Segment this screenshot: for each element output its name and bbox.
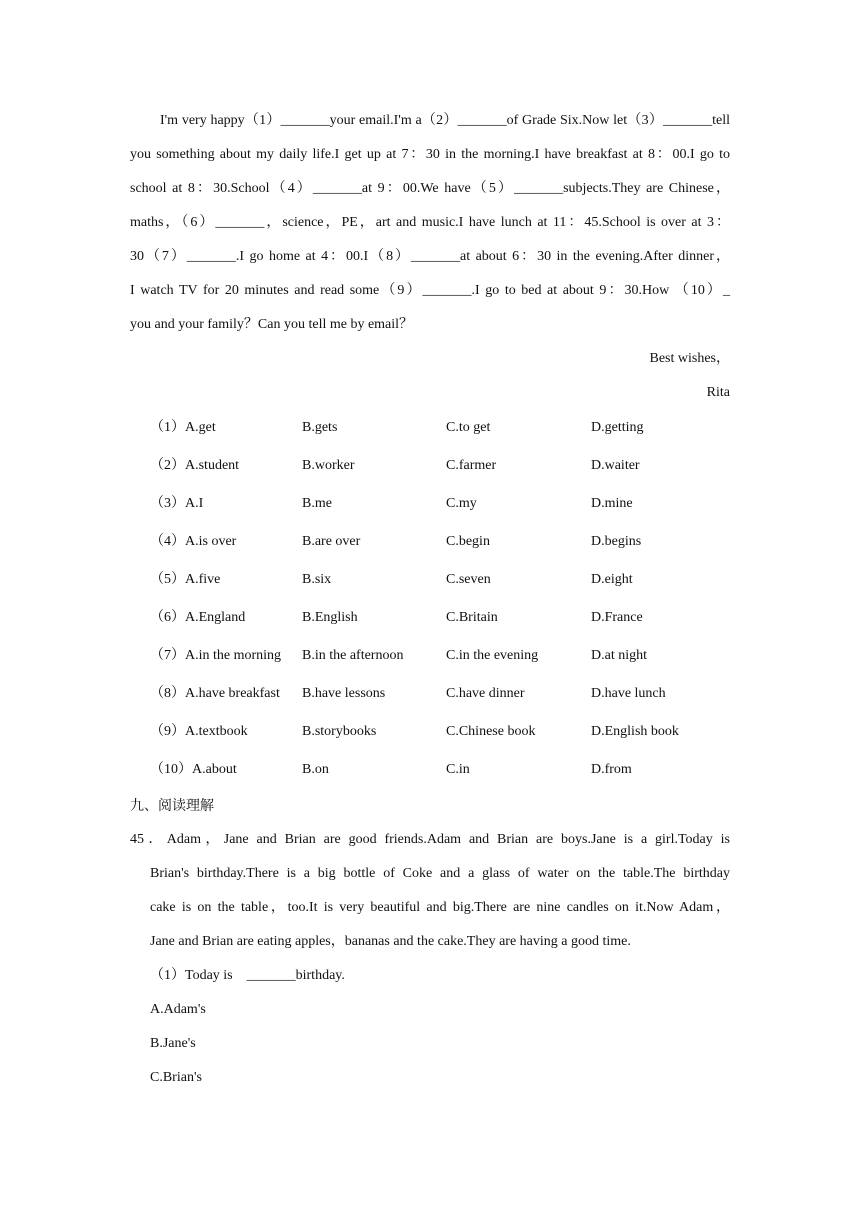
option-row — [150, 599, 740, 637]
option-c: C.in — [446, 762, 470, 777]
option-row — [150, 675, 740, 713]
option-row — [150, 485, 740, 523]
option-d: D.from — [591, 762, 632, 777]
passage-line: you something about my daily life.I get up at 7：30 in the morning.I have breakfast at 8：00.I go to — [130, 147, 730, 162]
reading-passage-line: Jane and Brian are eating apples，bananas and the cake.They are having a good time. — [150, 934, 631, 949]
option-b: B.me — [302, 496, 332, 511]
option-a: （4）A.is over — [150, 534, 237, 549]
option-d: D.English book — [591, 724, 679, 739]
option-a: （1）A.get — [150, 420, 216, 435]
option-a: （7）A.in the morning — [150, 648, 282, 663]
answer-option-b: B.Jane's — [150, 1036, 196, 1051]
letter-signature: Rita — [706, 385, 730, 400]
option-row — [150, 713, 740, 751]
option-b: B.worker — [302, 458, 355, 473]
reading-passage-line: 45．Adam，Jane and Brian are good friends.Adam and Brian are boys.Jane is a girl.Today is — [130, 832, 730, 847]
option-row — [150, 637, 740, 675]
option-c: C.Britain — [446, 610, 498, 625]
option-row — [150, 447, 740, 485]
passage-line: 30（7）_______.I go home at 4：00.I（8）_______at about 6：30 in the evening.After dinner， — [130, 249, 730, 264]
option-b: B.on — [302, 762, 329, 777]
option-d: D.at night — [591, 648, 647, 663]
option-b: B.storybooks — [302, 724, 377, 739]
option-row — [150, 523, 740, 561]
option-d: D.mine — [591, 496, 633, 511]
option-c: C.in the evening — [446, 648, 539, 663]
option-a: （9）A.textbook — [150, 724, 248, 739]
option-b: B.are over — [302, 534, 361, 549]
option-a: （6）A.England — [150, 610, 246, 625]
section-heading: 九、阅读理解 — [130, 798, 214, 814]
option-d: D.France — [591, 610, 643, 625]
passage-line: I watch TV for 20 minutes and read some（9）_______.I go to bed at about 9：30.How （10）_ — [130, 283, 730, 298]
option-c: C.farmer — [446, 458, 497, 473]
option-c: C.begin — [446, 534, 490, 549]
option-a: （5）A.five — [150, 572, 221, 587]
reading-passage-line: Brian's birthday.There is a big bottle of Coke and a glass of water on the table.The birthday — [150, 866, 730, 881]
option-b: B.have lessons — [302, 686, 386, 701]
option-b: B.six — [302, 572, 332, 587]
passage-line: you and your family？Can you tell me by email？ — [130, 317, 414, 332]
question-45 — [130, 823, 730, 1095]
passage-line: I'm very happy（1）_______your email.I'm a（2）_______of Grade Six.Now let（3）_______tell — [160, 113, 730, 128]
option-c: C.to get — [446, 420, 491, 435]
option-b: B.gets — [302, 420, 338, 435]
reading-passage-line: cake is on the table，too.It is very beautiful and big.There are nine candles on it.Now Adam， — [150, 900, 730, 915]
option-a: （3）A.I — [150, 496, 204, 511]
cloze-options — [150, 409, 740, 789]
option-d: D.begins — [591, 534, 642, 549]
answer-option-a: A.Adam's — [150, 1002, 206, 1017]
option-row — [150, 561, 740, 599]
answer-option-c: C.Brian's — [150, 1070, 202, 1085]
option-d: D.have lunch — [591, 686, 666, 701]
option-a: （2）A.student — [150, 458, 240, 473]
option-d: D.waiter — [591, 458, 640, 473]
option-d: D.eight — [591, 572, 633, 587]
option-row — [150, 409, 740, 447]
passage-line: school at 8：30.School（4）_______at 9：00.We have（5）_______subjects.They are Chinese， — [130, 181, 730, 196]
option-c: C.my — [446, 496, 477, 511]
option-c: C.seven — [446, 572, 491, 587]
option-a: （8）A.have breakfast — [150, 686, 280, 701]
option-c: C.Chinese book — [446, 724, 536, 739]
option-b: B.in the afternoon — [302, 648, 404, 663]
passage-line: maths，（6）_______，science，PE，art and music.I have lunch at 11：45.School is over at 3： — [130, 215, 730, 230]
cloze-passage — [130, 104, 730, 410]
sub-question: （1）Today is _______birthday. — [150, 968, 345, 983]
option-row — [150, 751, 740, 789]
letter-closing: Best wishes， — [649, 351, 730, 366]
option-c: C.have dinner — [446, 686, 525, 701]
option-a: （10）A.about — [150, 762, 237, 777]
option-b: B.English — [302, 610, 358, 625]
option-d: D.getting — [591, 420, 644, 435]
